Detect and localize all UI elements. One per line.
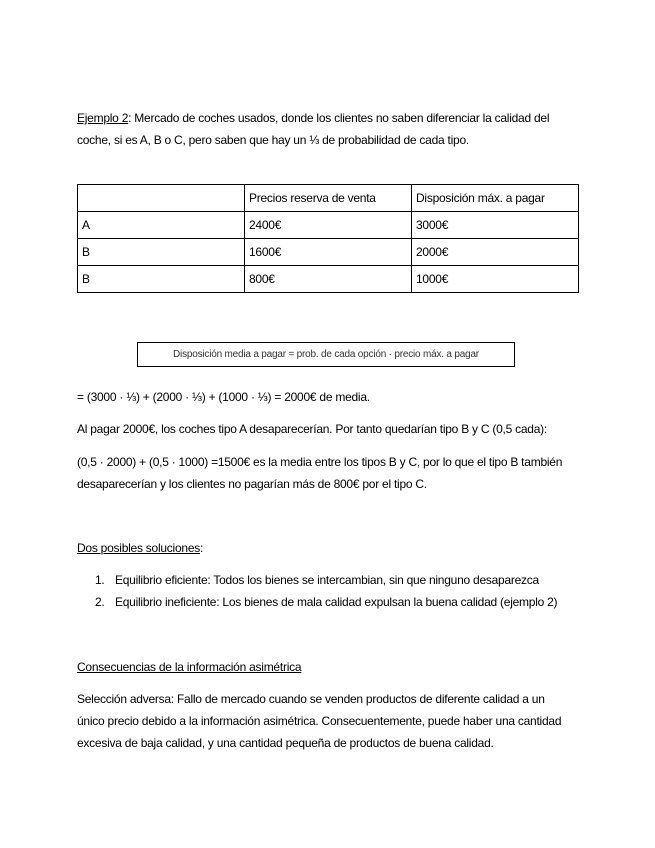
table-cell: 2000€ (412, 239, 579, 266)
table-row (78, 239, 579, 266)
table-row (78, 266, 579, 293)
example-line-1 (77, 110, 549, 126)
table-row (78, 212, 579, 239)
table-cell: B (78, 266, 245, 293)
calc-line-1: = (3000 · ⅓) + (2000 · ⅓) + (1000 · ⅓) = 2000€ de media. (77, 390, 370, 404)
consequences-line-1: Selección adversa: Fallo de mercado cuando se venden productos de diferente calidad a un (77, 692, 545, 706)
table-cell: 2400€ (245, 212, 412, 239)
table-cell: A (78, 212, 245, 239)
example-line-1-text: : Mercado de coches usados, donde los clientes no saben diferenciar la calidad del (128, 111, 550, 125)
consequences-line-2: único precio debido a la información asimétrica. Consecuentemente, puede haber una cantidad (77, 714, 562, 728)
table-header-cell: Precios reserva de venta (245, 185, 412, 212)
calc-line-2: Al pagar 2000€, los coches tipo A desaparecerían. Por tanto quedarían tipo B y C (0,5 cada): (77, 422, 547, 436)
list-item-text: Equilibrio eficiente: Todos los bienes se intercambian, sin que ninguno desaparezca (115, 573, 539, 587)
calc-line-3: (0,5 · 2000) + (0,5 · 1000) =1500€ es la media entre los tipos B y C, por lo que el tipo B también (77, 455, 563, 469)
list-item-number: 1. (95, 573, 105, 587)
table-cell: 800€ (245, 266, 412, 293)
table-cell: 1600€ (245, 239, 412, 266)
table-cell: 3000€ (412, 212, 579, 239)
table-header-cell: Disposición máx. a pagar (412, 185, 579, 212)
table-header-row (78, 185, 579, 212)
example-title: Ejemplo 2 (77, 111, 129, 125)
list-item-text: Equilibrio ineficiente: Los bienes de mala calidad expulsan la buena calidad (ejemplo 2) (115, 595, 558, 609)
solutions-heading-text: Dos posibles soluciones (77, 541, 200, 555)
price-table (77, 184, 579, 293)
table-cell: B (78, 239, 245, 266)
table-cell: 1000€ (412, 266, 579, 293)
formula-box (137, 342, 515, 367)
formula-text: Disposición media a pagar = prob. de cada opción · precio máx. a pagar (173, 349, 479, 360)
table-header-cell (78, 185, 245, 212)
list-item-number: 2. (95, 595, 105, 609)
solutions-heading-colon: : (200, 541, 204, 555)
example-line-2: coche, si es A, B o C, pero saben que hay un ⅓ de probabilidad de cada tipo. (77, 133, 469, 147)
calc-line-4: desaparecerían y los clientes no pagarían más de 800€ por el tipo C. (77, 477, 427, 491)
consequences-line-3: excesiva de baja calidad, y una cantidad pequeña de productos de buena calidad. (77, 736, 494, 750)
solutions-heading (77, 540, 203, 556)
consequences-heading: Consecuencias de la información asimétrica (77, 660, 302, 674)
